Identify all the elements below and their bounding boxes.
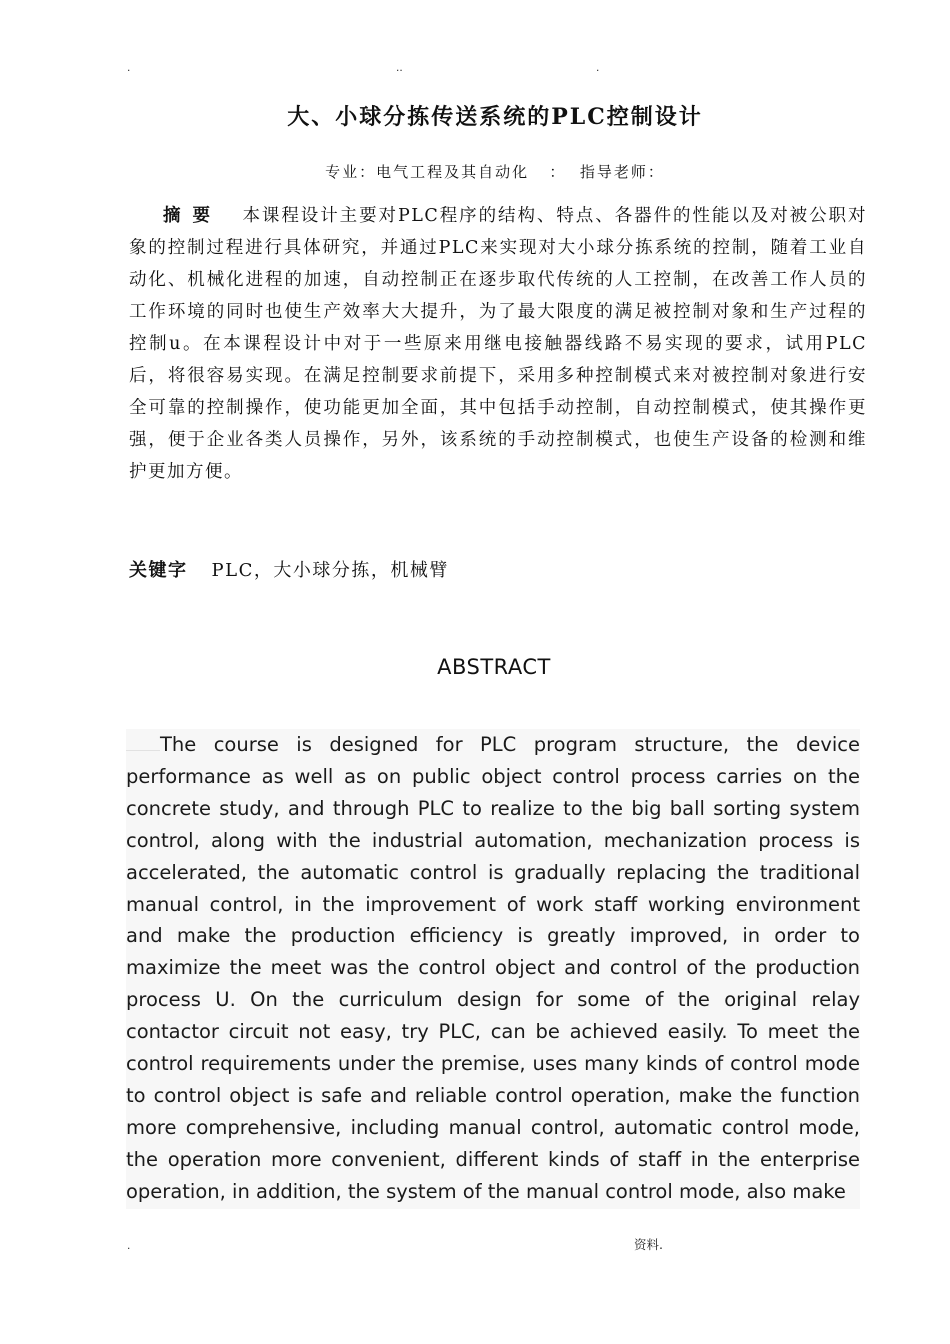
chinese-abstract <box>129 200 867 488</box>
keywords-label: 关键字 <box>129 560 188 581</box>
english-abstract <box>126 729 860 1208</box>
keywords-line <box>129 556 449 586</box>
english-abstract-text: The course is designed for PLC program structure, the device performance as well as on public object control process carries on the concrete study, and through PLC to realize to the big ball sorting system control, along with the industrial automation, mechanization process is accelerated, the automatic control is gradually replacing the traditional manual control, in the improvement of work staff working environment and make the production efficiency is greatly improved, in order to maximize the meet was the control object and control of the production process U. On the curriculum design for some of the original relay contactor circuit not easy, try PLC, can be achieved easily. To meet the control requirements under the premise, uses many kinds of control mode to control object is safe and reliable control operation, make the function more comprehensive, including manual control, automatic control mode, the operation more convenient, different kinds of staff in the enterprise operation, in addition, the system of the manual control mode, also make <box>126 733 860 1203</box>
english-abstract-box <box>126 729 860 1209</box>
english-abstract-heading: ABSTRACT <box>437 655 551 679</box>
document-title: 大、小球分拣传送系统的PLC控制设计 <box>287 104 703 130</box>
header-mark-left: . <box>127 60 131 74</box>
footer-note: 资料. <box>634 1237 663 1252</box>
author-meta-line: 专业：电气工程及其自动化 ： 指导老师： <box>325 163 665 181</box>
keywords-text: PLC，大小球分拣，机械臂 <box>211 560 449 581</box>
chinese-abstract-label: 摘要 <box>163 206 222 226</box>
chinese-abstract-text: 本课程设计主要对PLC程序的结构、特点、各器件的性能以及对被公职对象的控制过程进行具体研究，并通过PLC来实现对大小球分拣系统的控制，随着工业自动化、机械化进程的加速，自动控制正在逐步取代传统的人工控制，在改善工作人员的工作环境的同时也使生产效率大大提升，为了最大限度的满足被控制对象和生产过程的控制u。在本课程设计中对于一些原来用继电接触器线路不易实现的要求，试用PLC后，将很容易实现。在满足控制要求前提下，采用多种控制模式来对被控制对象进行安全可靠的控制操作，使功能更加全面，其中包括手动控制，自动控制模式，使其操作更强，便于企业各类人员操作，另外，该系统的手动控制模式，也使生产设备的检测和维护更加方便。 <box>129 206 867 482</box>
footer-mark: . <box>127 1238 131 1252</box>
header-mark-center: .. <box>396 60 403 74</box>
header-mark-right: . <box>596 60 600 74</box>
paragraph-indent <box>126 749 160 751</box>
